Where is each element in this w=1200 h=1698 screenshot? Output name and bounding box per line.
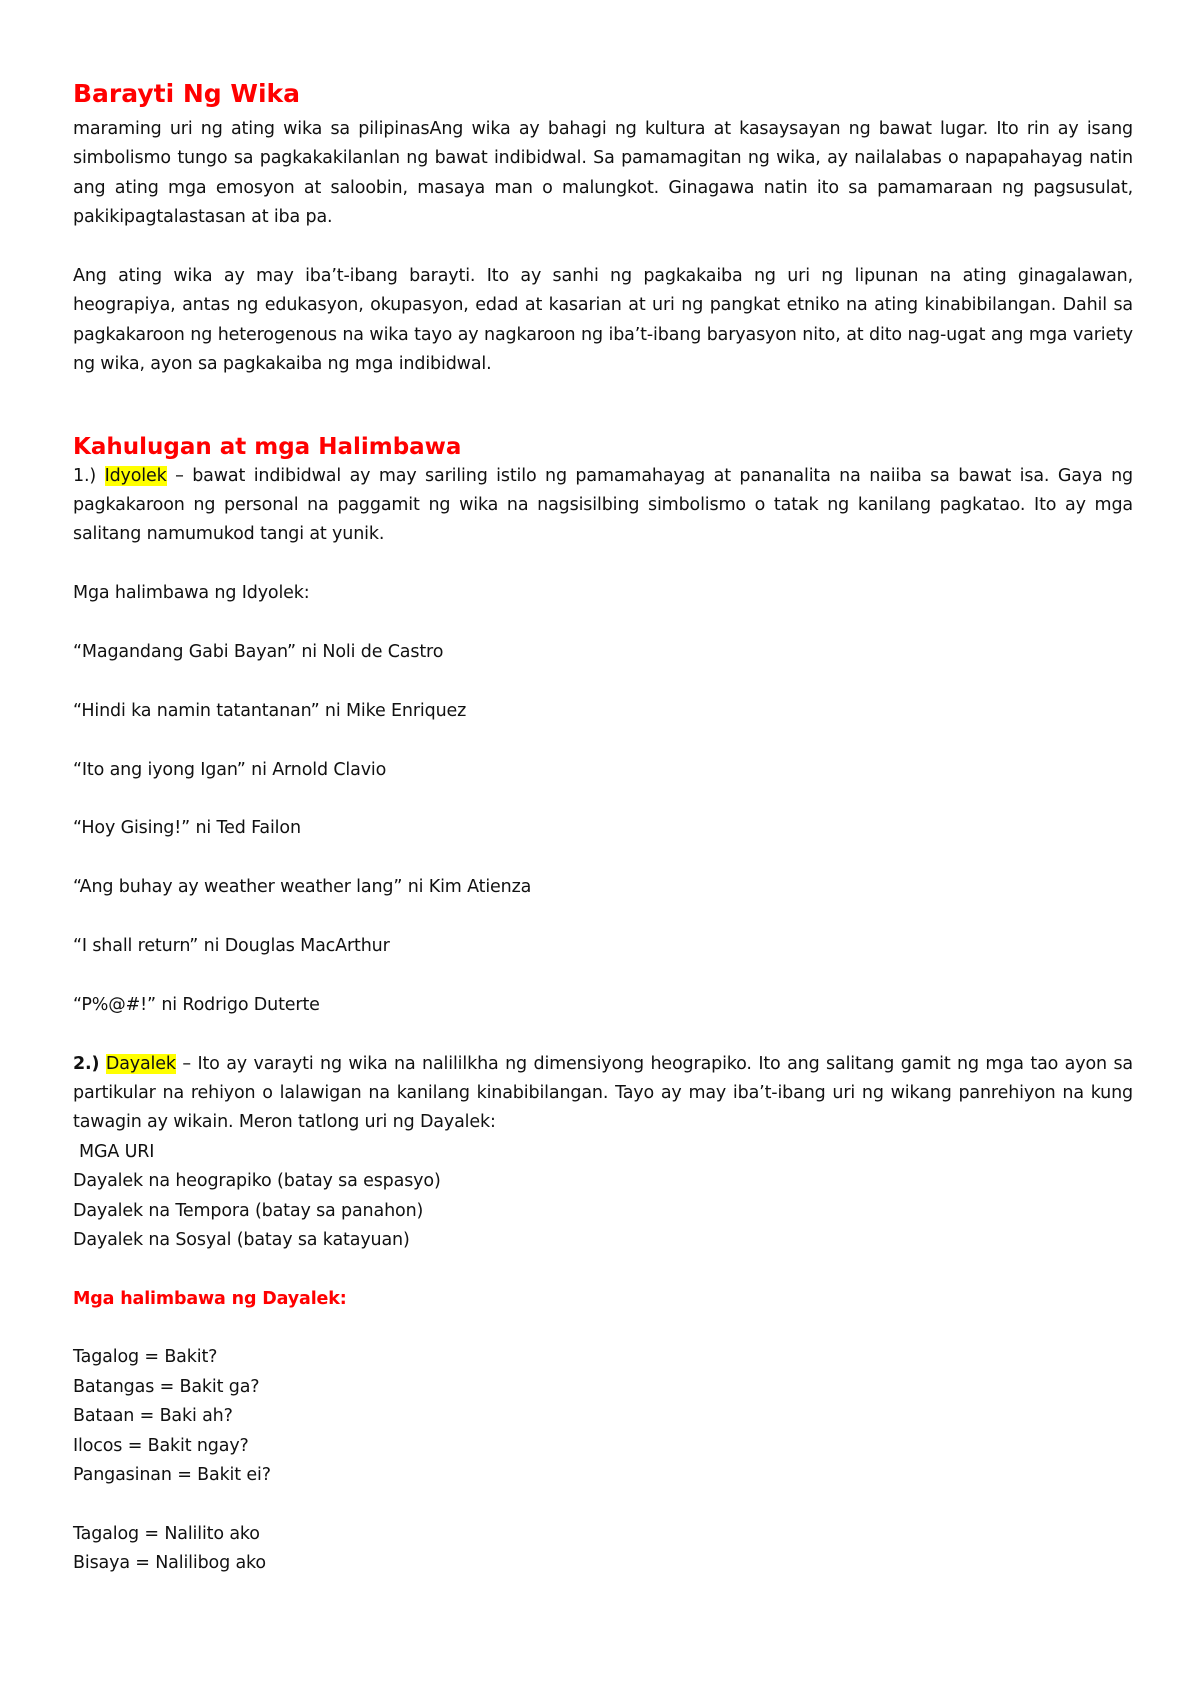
- spacer: [73, 903, 1133, 932]
- dayalek-number: 2.): [73, 1053, 100, 1074]
- dayalek-term: Dayalek: [105, 1053, 176, 1074]
- spacer: [73, 961, 1133, 990]
- spacer: [73, 1490, 1133, 1519]
- dayalek-type: Dayalek na heograpiko (batay sa espasyo): [73, 1171, 441, 1192]
- dayalek-example: Pangasinan = Bakit ei?: [73, 1465, 271, 1486]
- document-page: [73, 76, 1133, 1579]
- dayalek-type: Dayalek na Tempora (batay sa panahon): [73, 1200, 424, 1221]
- dayalek-example: Tagalog = Nalilito ako: [73, 1523, 260, 1544]
- idyolek-example: “Hoy Gising!” ni Ted Failon: [73, 818, 301, 839]
- idyolek-number: 1.): [73, 465, 97, 486]
- dayalek-examples-label: Mga halimbawa ng Dayalek:: [73, 1288, 347, 1309]
- dayalek-type: Dayalek na Sosyal (batay sa katayuan): [73, 1229, 410, 1250]
- idyolek-example: “Ang buhay ay weather weather lang” ni Kim Atienza: [73, 877, 532, 898]
- idyolek-example: “Hindi ka namin tatantanan” ni Mike Enriquez: [73, 700, 467, 721]
- dayalek-example: Bataan = Baki ah?: [73, 1406, 233, 1427]
- idyolek-examples-label: Mga halimbawa ng Idyolek:: [73, 583, 310, 604]
- spacer: [73, 609, 1133, 638]
- idyolek-term: Idyolek: [104, 465, 167, 486]
- idyolek-definition-text: – bawat indibidwal ay may sariling istilo ng pamamahayag at pananalita na naiiba sa bawat isa. Gaya ng pagkakaroon ng personal na paggamit ng wika na nagsisilbing simbolismo o tatak ng kanilang pagkatao. Ito ay mga salitang namumukod tangi at yunik.: [73, 465, 1133, 545]
- spacer: [73, 726, 1133, 755]
- spacer: [73, 1255, 1133, 1284]
- idyolek-definition: [73, 462, 1133, 550]
- spacer: [73, 1314, 1133, 1343]
- document-title: Barayti Ng Wika: [73, 79, 301, 108]
- section-heading: Kahulugan at mga Halimbawa: [73, 433, 462, 460]
- dayalek-definition: [73, 1050, 1133, 1138]
- spacer: [73, 380, 1133, 432]
- spacer: [73, 1020, 1133, 1049]
- idyolek-example: “Ito ang iyong Igan” ni Arnold Clavio: [73, 759, 387, 780]
- spacer: [73, 785, 1133, 814]
- idyolek-example: “I shall return” ni Douglas MacArthur: [73, 935, 390, 956]
- spacer: [73, 844, 1133, 873]
- spacer: [73, 233, 1133, 262]
- dayalek-example: Batangas = Bakit ga?: [73, 1376, 260, 1397]
- dayalek-example: Ilocos = Bakit ngay?: [73, 1435, 249, 1456]
- dayalek-types-label: MGA URI: [79, 1141, 155, 1162]
- dayalek-example: Tagalog = Bakit?: [73, 1347, 218, 1368]
- idyolek-example: “Magandang Gabi Bayan” ni Noli de Castro: [73, 642, 444, 663]
- intro-paragraph-2: Ang ating wika ay may iba’t-ibang barayti. Ito ay sanhi ng pagkakaiba ng uri ng lipunan na ating ginagalawan, heograpiya, antas ng edukasyon, okupasyon, edad at kasarian at uri ng pangkat etniko na ating kinabibilangan. Dahil sa pagkakaroon ng heterogenous na wika tayo ay nagkaroon ng iba’t-ibang baryasyon nito, at dito nag-ugat ang mga variety ng wika, ayon sa pagkakaiba ng mga indibidwal.: [73, 266, 1133, 375]
- intro-paragraph-1: maraming uri ng ating wika sa pilipinasAng wika ay bahagi ng kultura at kasaysayan ng bawat lugar. Ito rin ay isang simbolismo tungo sa pagkakakilanlan ng bawat indibidwal. Sa pamamagitan ng wika, ay nailalabas o napapahayag natin ang ating mga emosyon at saloobin, masaya man o malungkot. Ginagawa natin ito sa pamamaraan ng pagsusulat, pakikipagtalastasan at iba pa.: [73, 119, 1133, 228]
- dayalek-definition-text: – Ito ay varayti ng wika na nalililkha ng dimensiyong heograpiko. Ito ang salitang gamit ng mga tao ayon sa partikular na rehiyon o lalawigan na kanilang kinabibilangan. Tayo ay may iba’t-ibang uri ng wikang panrehiyon na kung tawagin ay wikain. Meron tatlong uri ng Dayalek:: [73, 1053, 1133, 1133]
- idyolek-example: “P%@#!” ni Rodrigo Duterte: [73, 994, 320, 1015]
- spacer: [73, 550, 1133, 579]
- spacer: [73, 667, 1133, 696]
- dayalek-example: Bisaya = Nalilibog ako: [73, 1553, 266, 1574]
